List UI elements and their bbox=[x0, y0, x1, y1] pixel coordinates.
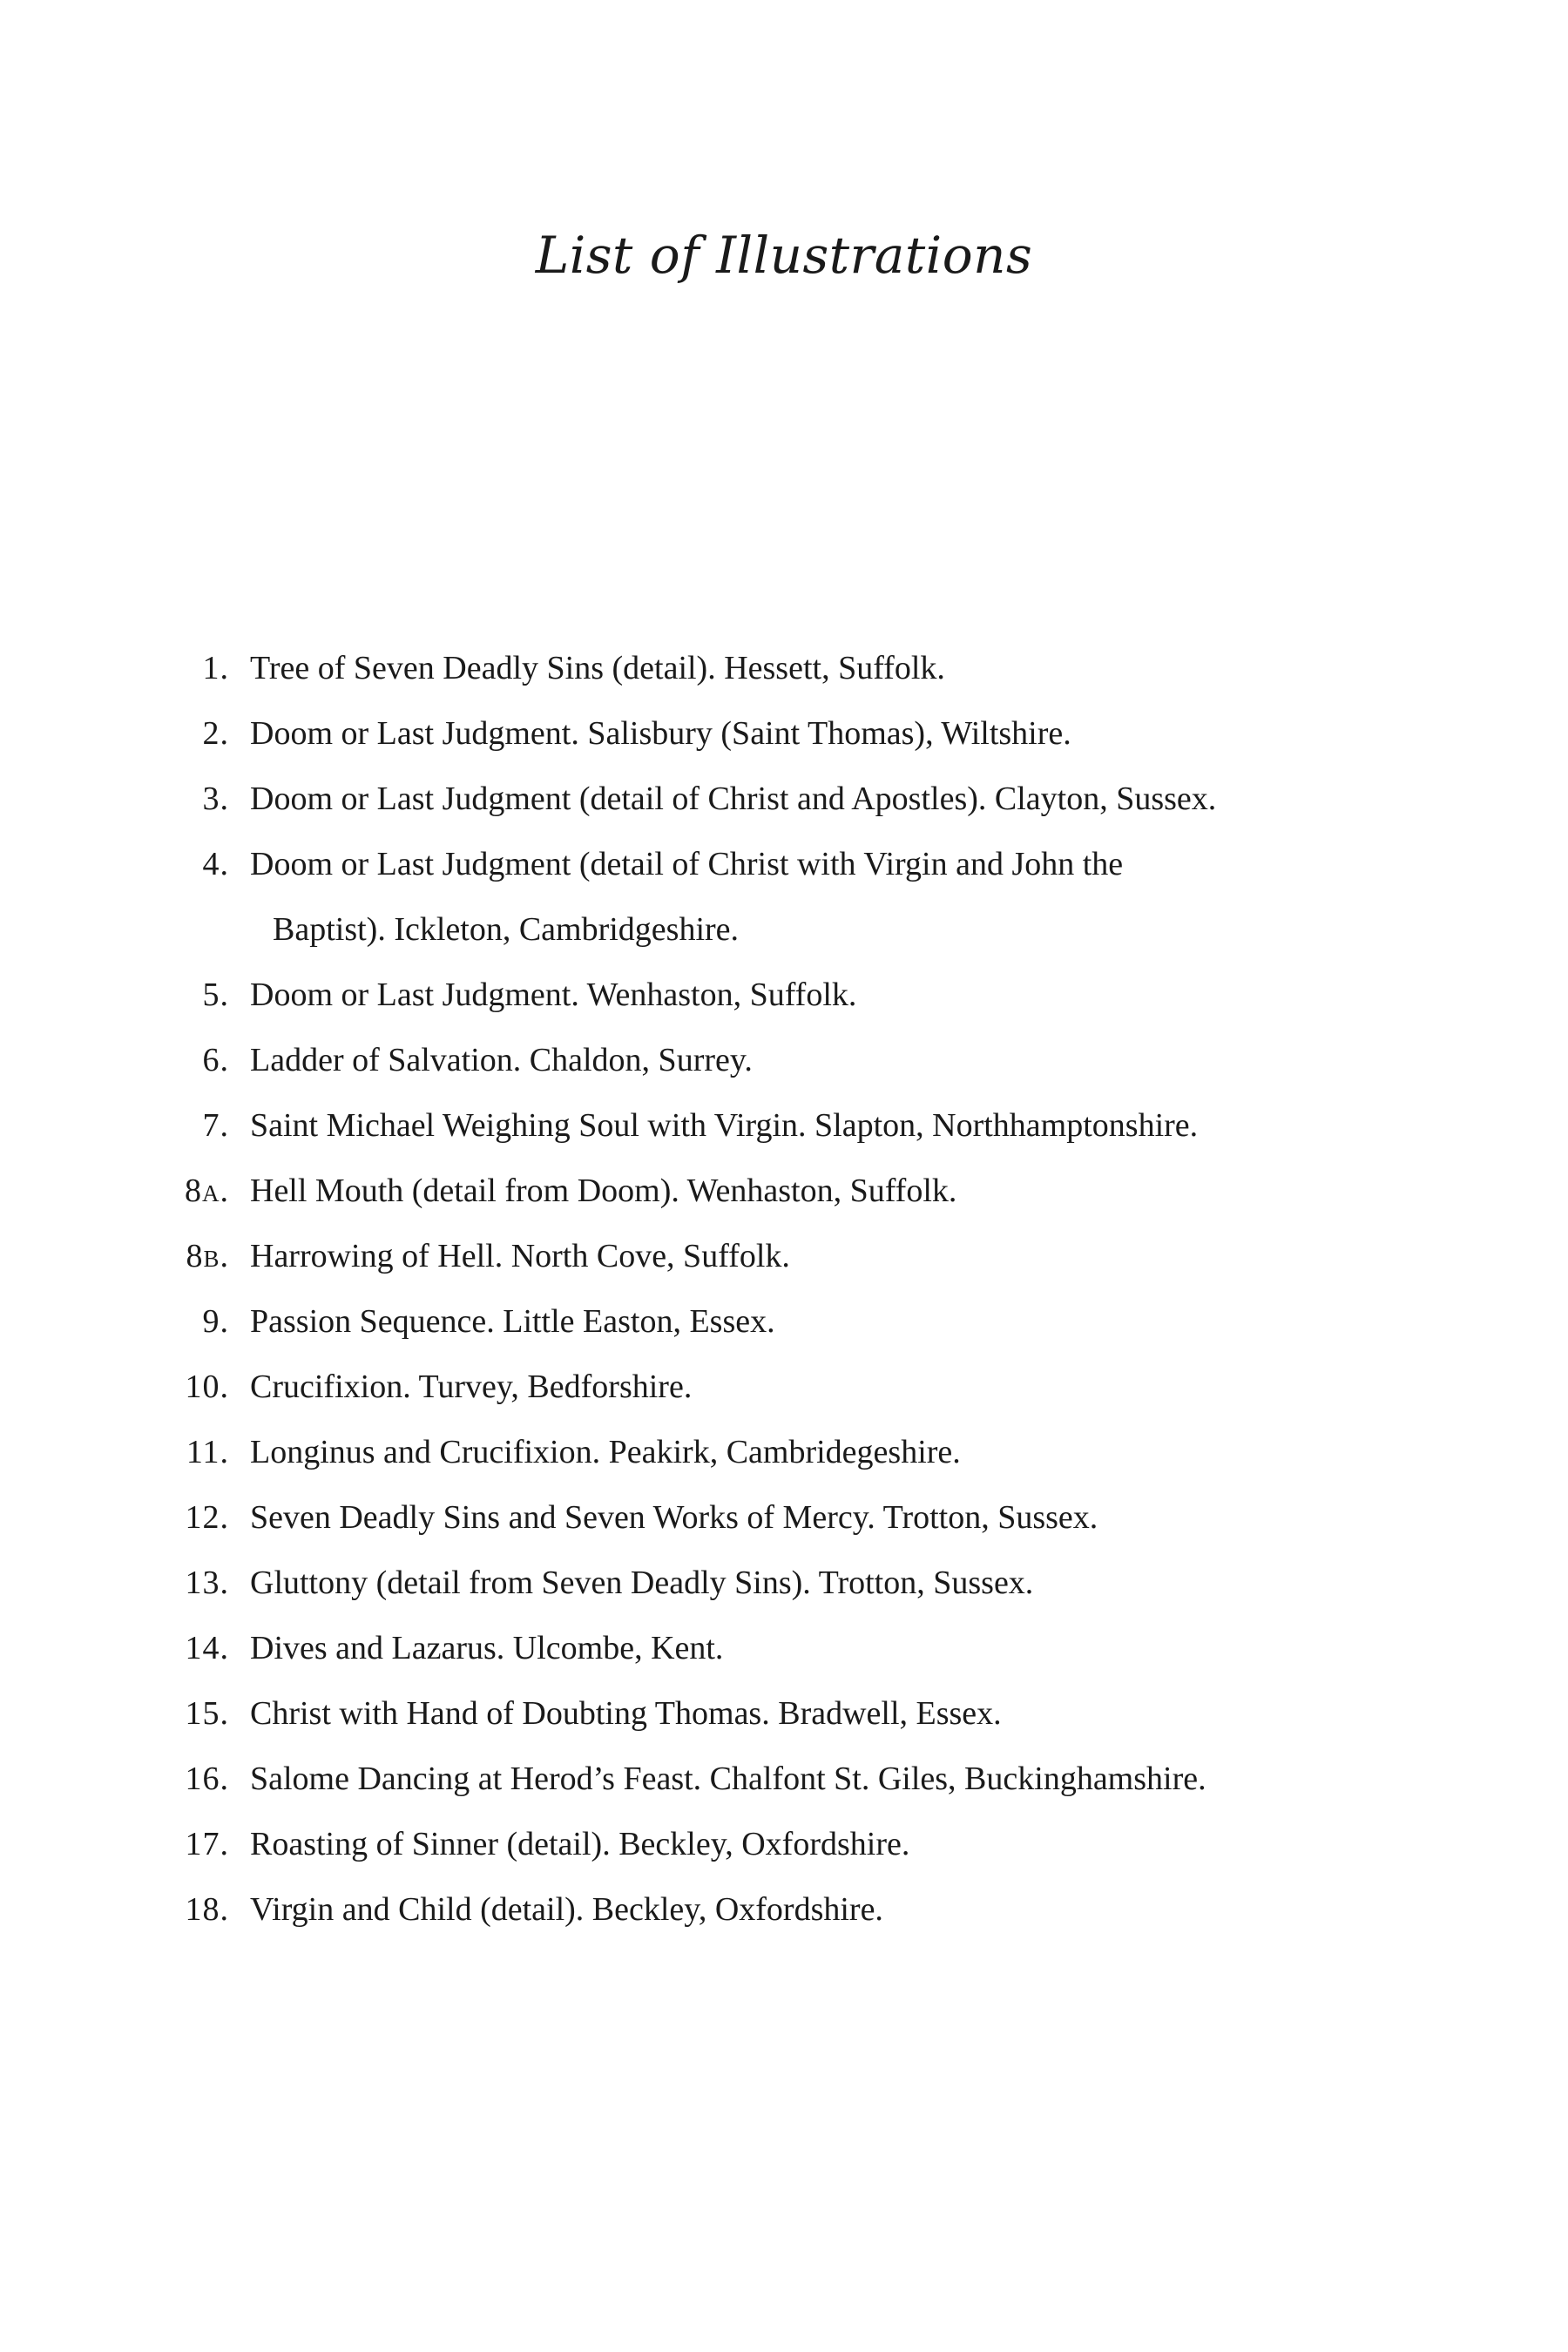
item-caption: Saint Michael Weighing Soul with Virgin. Slapton, Northhamptonshire. bbox=[250, 1107, 1199, 1144]
illustrations-list bbox=[0, 636, 1568, 1943]
item-caption: Doom or Last Judgment (detail of Christ with Virgin and John the bbox=[250, 846, 1124, 882]
item-caption: Ladder of Salvation. Chaldon, Surrey. bbox=[250, 1042, 753, 1078]
item-number: 3. bbox=[202, 781, 229, 817]
item-caption: Harrowing of Hell. North Cove, Suffolk. bbox=[250, 1238, 790, 1274]
item-number: 9. bbox=[202, 1303, 229, 1340]
item-caption: Doom or Last Judgment. Wenhaston, Suffolk. bbox=[250, 977, 857, 1013]
item-number: 12. bbox=[185, 1499, 229, 1536]
item-caption: Christ with Hand of Doubting Thomas. Bradwell, Essex. bbox=[250, 1695, 1002, 1732]
item-number: 16. bbox=[185, 1761, 229, 1797]
list-item bbox=[0, 1812, 1568, 1877]
list-item bbox=[0, 701, 1568, 767]
list-item bbox=[0, 1747, 1568, 1812]
item-number: 7. bbox=[202, 1107, 229, 1144]
list-item bbox=[0, 1159, 1568, 1224]
item-number: 2. bbox=[202, 715, 229, 752]
item-number: 17. bbox=[185, 1826, 229, 1862]
item-caption: Doom or Last Judgment. Salisbury (Saint Thomas), Wiltshire. bbox=[250, 715, 1071, 752]
item-caption: Seven Deadly Sins and Seven Works of Mercy. Trotton, Sussex. bbox=[250, 1499, 1098, 1536]
item-number: 8a. bbox=[185, 1173, 229, 1209]
item-number: 13. bbox=[185, 1565, 229, 1601]
list-item bbox=[0, 636, 1568, 701]
list-item bbox=[0, 1420, 1568, 1485]
item-caption: Passion Sequence. Little Easton, Essex. bbox=[250, 1303, 775, 1340]
item-caption: Dives and Lazarus. Ulcombe, Kent. bbox=[250, 1630, 724, 1666]
item-caption: Salome Dancing at Herod’s Feast. Chalfont St. Giles, Buckinghamshire. bbox=[250, 1761, 1206, 1797]
list-item bbox=[0, 963, 1568, 1028]
item-number: 1. bbox=[202, 650, 229, 686]
list-item bbox=[0, 1224, 1568, 1289]
item-caption: Gluttony (detail from Seven Deadly Sins). Trotton, Sussex. bbox=[250, 1565, 1034, 1601]
list-item bbox=[0, 832, 1568, 963]
item-number: 14. bbox=[185, 1630, 229, 1666]
item-number: 5. bbox=[202, 977, 229, 1013]
list-item bbox=[0, 1877, 1568, 1943]
list-item bbox=[0, 767, 1568, 832]
list-item bbox=[0, 1681, 1568, 1747]
item-number: 15. bbox=[185, 1695, 229, 1732]
item-number: 4. bbox=[202, 846, 229, 882]
page-title: List of Illustrations bbox=[535, 225, 1033, 285]
item-caption-continuation: Baptist). Ickleton, Cambridgeshire. bbox=[273, 911, 740, 948]
item-caption: Crucifixion. Turvey, Bedforshire. bbox=[250, 1369, 693, 1405]
item-number: 18. bbox=[185, 1891, 229, 1928]
item-number: 6. bbox=[202, 1042, 229, 1078]
item-caption: Doom or Last Judgment (detail of Christ and Apostles). Clayton, Sussex. bbox=[250, 781, 1217, 817]
item-number: 10. bbox=[185, 1369, 229, 1405]
list-item bbox=[0, 1551, 1568, 1616]
list-item bbox=[0, 1289, 1568, 1355]
list-item bbox=[0, 1093, 1568, 1159]
item-caption: Longinus and Crucifixion. Peakirk, Cambridegeshire. bbox=[250, 1434, 961, 1470]
item-number: 8b. bbox=[186, 1238, 229, 1274]
list-item bbox=[0, 1028, 1568, 1093]
list-item bbox=[0, 1616, 1568, 1681]
list-item bbox=[0, 1355, 1568, 1420]
item-caption: Virgin and Child (detail). Beckley, Oxfordshire. bbox=[250, 1891, 883, 1928]
list-item bbox=[0, 1485, 1568, 1551]
item-caption: Hell Mouth (detail from Doom). Wenhaston, Suffolk. bbox=[250, 1173, 957, 1209]
item-number: 11. bbox=[186, 1434, 229, 1470]
item-caption: Roasting of Sinner (detail). Beckley, Oxfordshire. bbox=[250, 1826, 910, 1862]
item-caption: Tree of Seven Deadly Sins (detail). Hessett, Suffolk. bbox=[250, 650, 945, 686]
